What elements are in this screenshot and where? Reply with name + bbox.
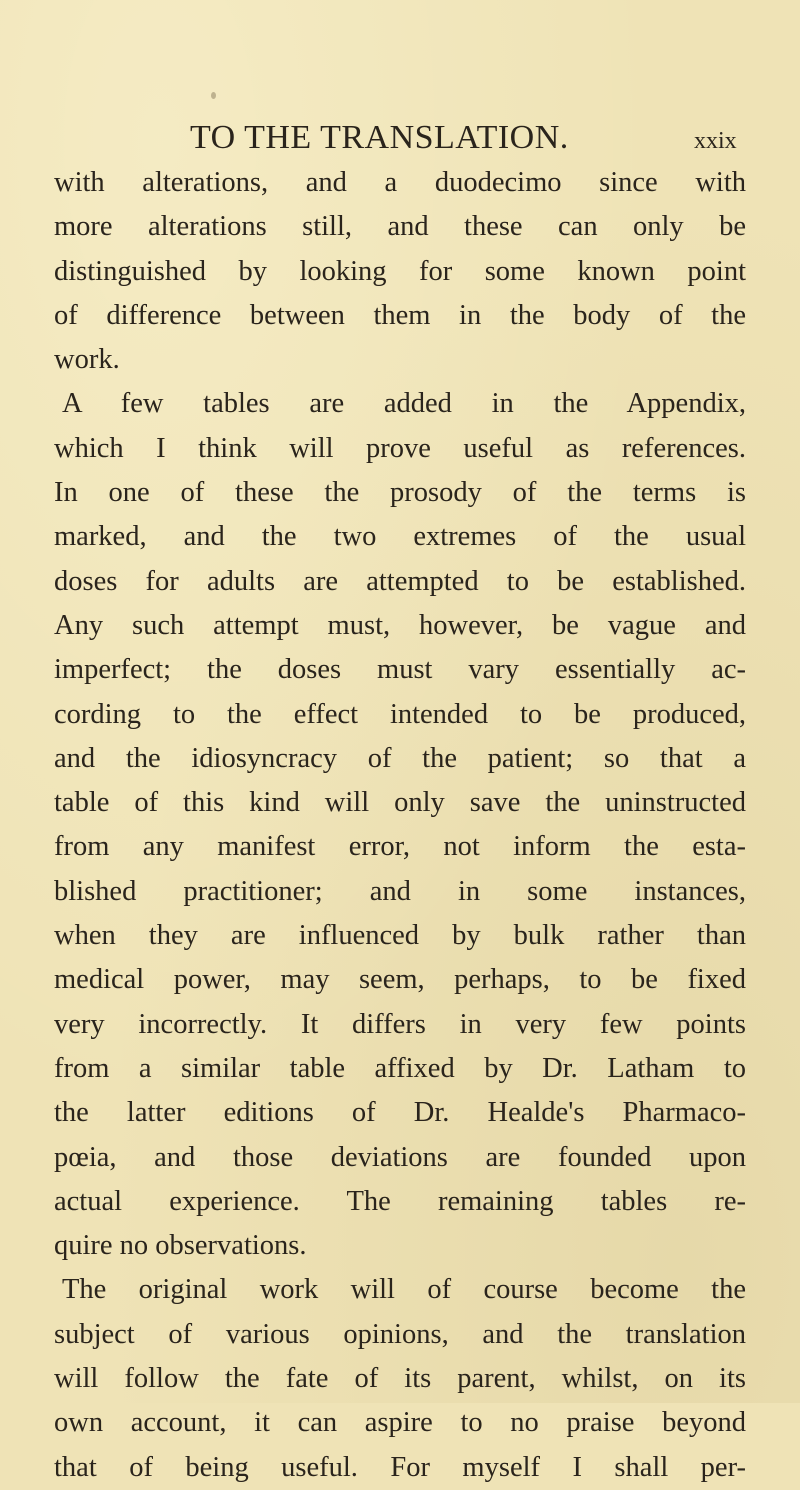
text-line: table of this kind will only save the uninstructed: [54, 787, 746, 819]
text-line: more alterations still, and these can only be: [54, 211, 746, 243]
running-head: TO THE TRANSLATION.: [190, 119, 569, 156]
text-line: from any manifest error, not inform the esta-: [54, 831, 746, 863]
page-number: xxix: [694, 128, 737, 154]
text-line: when they are influenced by bulk rather than: [54, 920, 746, 952]
text-line: which I think will prove useful as references.: [54, 432, 746, 464]
text-line: quire no observations.: [54, 1230, 307, 1262]
text-line: cording to the effect intended to be produced,: [54, 698, 746, 730]
paragraph-start-line: The original work will of course become the: [62, 1274, 746, 1306]
text-line: imperfect; the doses must vary essentially ac-: [54, 654, 746, 686]
text-line: marked, and the two extremes of the usual: [54, 521, 746, 553]
text-line: pœia, and those deviations are founded upon: [54, 1141, 746, 1173]
text-line: work.: [54, 344, 120, 376]
text-line: actual experience. The remaining tables re-: [54, 1185, 746, 1217]
text-line: own account, it can aspire to no praise beyond: [54, 1407, 746, 1439]
text-line: In one of these the prosody of the terms is: [54, 477, 746, 509]
body-text: [54, 161, 746, 1490]
text-line: will follow the fate of its parent, whilst, on its: [54, 1363, 746, 1395]
paragraph-start-line: A few tables are added in the Appendix,: [62, 388, 746, 420]
text-line: of difference between them in the body of the: [54, 299, 746, 331]
text-line: with alterations, and a duodecimo since with: [54, 167, 746, 198]
text-line: the latter editions of Dr. Healde's Pharmaco-: [54, 1097, 746, 1129]
text-line: and the idiosyncracy of the patient; so that a: [54, 742, 746, 774]
ink-speck: [211, 92, 216, 99]
text-line: doses for adults are attempted to be established.: [54, 565, 746, 597]
text-line: Any such attempt must, however, be vague and: [54, 609, 746, 641]
text-line: from a similar table affixed by Dr. Latham to: [54, 1052, 746, 1084]
text-line: subject of various opinions, and the translation: [54, 1318, 746, 1350]
text-line: blished practitioner; and in some instances,: [54, 875, 746, 907]
text-line: that of being useful. For myself I shall per-: [54, 1451, 746, 1483]
text-line: very incorrectly. It differs in very few points: [54, 1008, 746, 1040]
text-line: medical power, may seem, perhaps, to be fixed: [54, 964, 746, 996]
page-header: [0, 118, 800, 158]
text-line: distinguished by looking for some known point: [54, 255, 746, 287]
